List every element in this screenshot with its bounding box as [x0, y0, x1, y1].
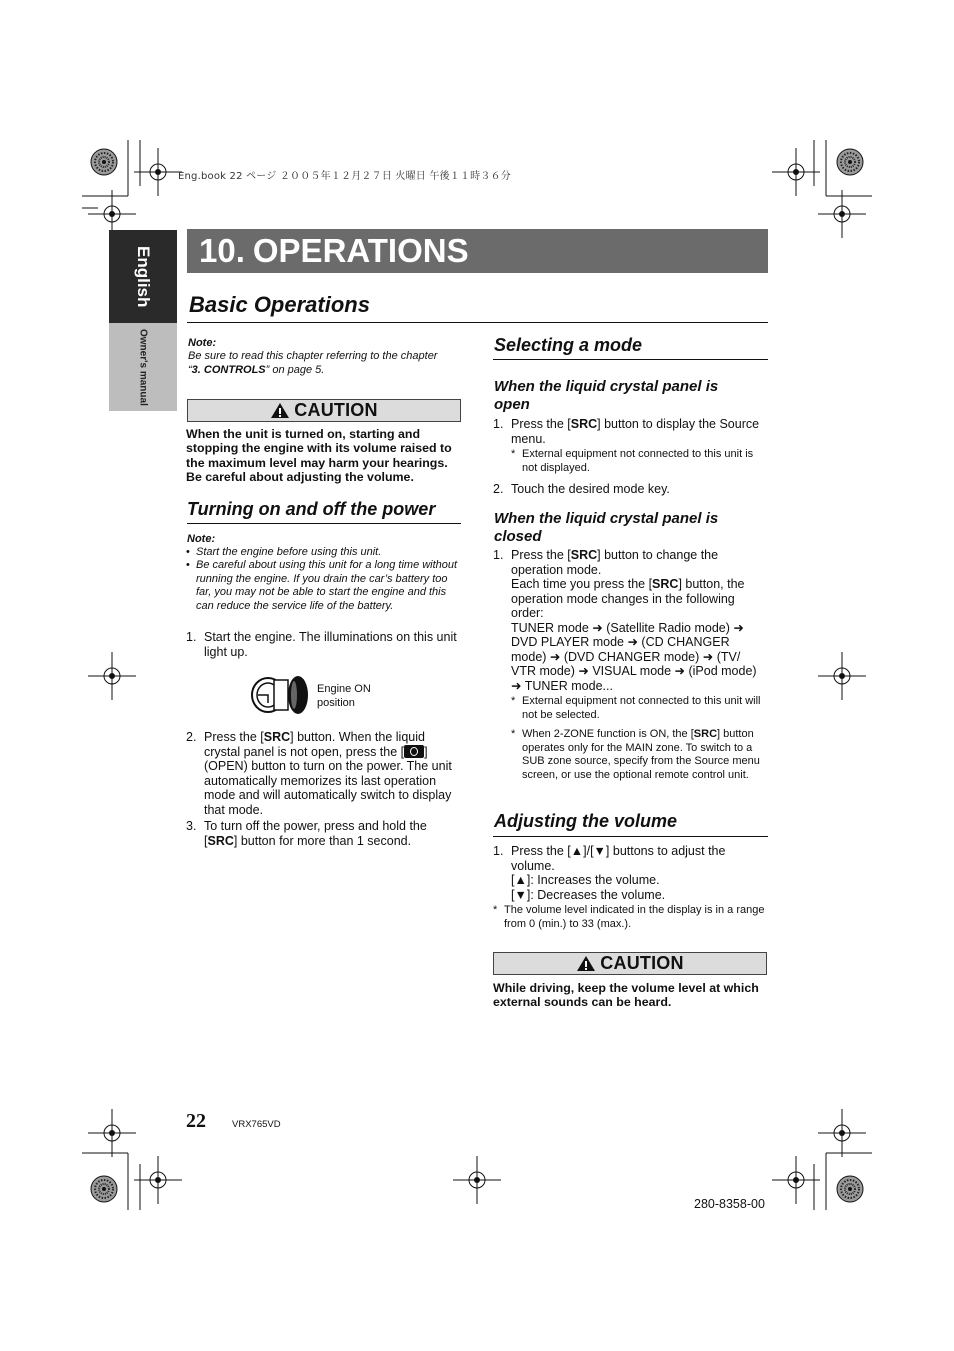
section-rule [187, 322, 768, 323]
engine-key-icon [248, 674, 312, 716]
chapter-title: 10. OPERATIONS [199, 232, 469, 269]
chapter-reference: 3. CONTROLS [191, 363, 266, 376]
down-arrow-icon: ▼ [593, 844, 606, 858]
side-tab-language: English [134, 245, 153, 308]
page-number: 22 [186, 1110, 206, 1132]
caution-label: CAUTION [294, 400, 378, 420]
volume-footnote: * The volume level indicated in the display is in a range from 0 (min.) to 33 (max.). [493, 904, 765, 930]
note-bullet: • Start the engine before using this unit. [186, 546, 382, 558]
mode-rule [493, 359, 768, 360]
note-text: Be sure to read this chapter referring to the chapter “3. CONTROLS” on page 5. [188, 350, 438, 376]
up-arrow-icon: ▲ [570, 844, 584, 858]
power-heading: Turning on and off the power [187, 499, 436, 519]
caution-text: While driving, keep the volume level at which external sounds can be heard. [493, 981, 759, 1010]
closed-heading: When the liquid crystal panel is closed [494, 510, 719, 545]
volume-step-1: 1. Press the [▲]/[▼] buttons to adjust the volume. [▲]: Increases the volume. [▼]: Decreases the volume. [493, 844, 726, 902]
caution-box [187, 399, 461, 422]
open-heading: When the liquid crystal panel is open [494, 378, 719, 413]
closed-footnote-1: * External equipment not connected to this unit will not be selected. [511, 695, 761, 721]
document-code: 280-8358-00 [694, 1197, 765, 1211]
open-step-1: 1. Press the [SRC] button to display the Source menu. [493, 417, 760, 446]
mode-heading: Selecting a mode [494, 335, 643, 355]
model-number: VRX765VD [232, 1119, 281, 1130]
open-button-icon [404, 745, 424, 758]
step-3: 3. To turn off the power, press and hold the [SRC] button for more than 1 second. [186, 819, 427, 848]
step-2: 2. Press the [SRC] button. When the liquid crystal panel is not open, press the [ ] (OPEN) button to turn on the power. The unit automatically memorizes its last operation mode and will automatically switch to display that mode. [186, 730, 452, 817]
engine-caption: Engine ON position [317, 683, 371, 709]
power-rule [187, 523, 461, 524]
open-footnote: * External equipment not connected to this unit is not displayed. [511, 448, 754, 474]
side-tab-manual: Owner's manual [137, 328, 149, 406]
step-1: 1. Start the engine. The illuminations on this unit light up. [186, 630, 457, 659]
warning-icon [270, 402, 290, 419]
open-step-2: 2. Touch the desired mode key. [493, 482, 670, 496]
print-header: Eng.book 22 ページ ２００５年１２月２７日 火曜日 午後１１時３６分 [178, 171, 511, 182]
note-bullet: • Be careful about using this unit for a long time without running the engine. If you drain the car’s battery too far, you may not be able to start the engine and this can reduce the service life of the battery. [186, 559, 458, 612]
closed-step-1: 1. Press the [SRC] button to change the operation mode. Each time you press the [SRC] button, the operation mode changes in the following order: TUNER mode ➜ (Satellite Radio mode) ➜ DVD PLAYER mode ➜ (CD CHANGER mode) ➜ (DVD CHANGER mode) ➜ (TV/ VTR mode) ➜ VISUAL mode ➜ (iPod mode) ➜ TUNER mode... [493, 548, 757, 693]
caution-box [493, 952, 767, 975]
volume-rule [493, 836, 768, 837]
caution-label: CAUTION [600, 953, 684, 973]
note-label: Note: [188, 337, 217, 349]
down-arrow-icon: ▼ [514, 887, 527, 902]
warning-icon [576, 955, 596, 972]
volume-heading: Adjusting the volume [494, 811, 678, 831]
note-label: Note: [187, 533, 216, 545]
section-title: Basic Operations [189, 292, 370, 317]
closed-footnote-2: * When 2-ZONE function is ON, the [SRC] button operates only for the MAIN zone. To switch to a SUB zone source, specify from the Source menu screen, or use the optional remote control unit. [511, 728, 760, 781]
mode-sequence: TUNER mode ➜ (Satellite Radio mode) ➜ DVD PLAYER mode ➜ (CD CHANGER mode) ➜ (DVD CHANGER mode) ➜ (TV/ VTR mode) ➜ VISUAL mode ➜ (iPod mode) ➜ TUNER mode... [511, 620, 757, 693]
up-arrow-icon: ▲ [514, 873, 527, 887]
caution-text: When the unit is turned on, starting and stopping the engine with its volume raised to the maximum level may harm your hearings. Be careful about adjusting the volume. [186, 427, 452, 484]
